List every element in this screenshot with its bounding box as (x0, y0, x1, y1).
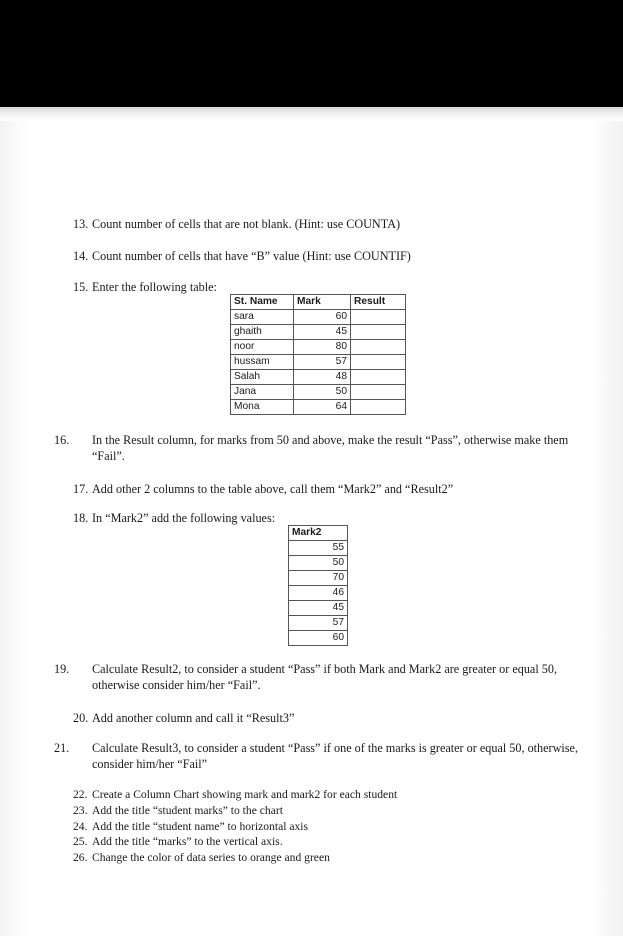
cell-mark2: 46 (289, 586, 348, 601)
cell-result (351, 355, 406, 370)
header-mark2: Mark2 (289, 526, 348, 541)
table-row (289, 571, 348, 586)
students-table (230, 294, 406, 415)
instruction-24: 24. Add the title “student name” to horizontal axis (73, 820, 309, 833)
instruction-13: 13. Count number of cells that are not blank. (Hint: use COUNTA) (73, 217, 401, 231)
header-mark: Mark (294, 295, 351, 310)
instruction-18: 18. In “Mark2” add the following values: (73, 511, 276, 525)
instruction-25: 25. Add the title “marks” to the vertical axis. (73, 835, 283, 848)
cell-mark2: 60 (289, 631, 348, 646)
cell-name: noor (231, 340, 294, 355)
header-result: Result (351, 295, 406, 310)
cell-result (351, 400, 406, 415)
cell-result (351, 370, 406, 385)
instruction-26: 26. Change the color of data series to orange and green (73, 851, 330, 864)
table-row (231, 325, 406, 340)
instruction-19: 19. Calculate Result2, to consider a student “Pass” if both Mark and Mark2 are greater or equal 50, otherwise consider him/her “Fail”. (54, 662, 558, 692)
cell-mark: 45 (294, 325, 351, 340)
table-row (231, 400, 406, 415)
cell-result (351, 385, 406, 400)
table-row (289, 541, 348, 556)
instruction-17: 17. Add other 2 columns to the table above, call them “Mark2” and “Result2” (73, 482, 454, 496)
cell-mark: 48 (294, 370, 351, 385)
table-header-row (231, 295, 406, 310)
cell-name: hussam (231, 355, 294, 370)
cell-mark: 80 (294, 340, 351, 355)
cell-mark2: 57 (289, 616, 348, 631)
instruction-20: 20. Add another column and call it “Result3” (73, 711, 295, 725)
cell-mark2: 55 (289, 541, 348, 556)
page-top-edge (0, 107, 623, 121)
table-row (289, 586, 348, 601)
table-row (231, 370, 406, 385)
instruction-21: 21. Calculate Result3, to consider a student “Pass” if one of the marks is greater or equal 50, otherwise, consider him/her “Fail” (54, 741, 579, 771)
top-black-bar (0, 0, 623, 107)
table-row (231, 310, 406, 325)
header-st-name: St. Name (231, 295, 294, 310)
table-row (231, 340, 406, 355)
table-row (231, 355, 406, 370)
cell-result (351, 310, 406, 325)
table-header-row (289, 526, 348, 541)
table-row (289, 631, 348, 646)
table-row (231, 385, 406, 400)
cell-mark2: 45 (289, 601, 348, 616)
mark2-table (288, 525, 348, 646)
instruction-22: 22. Create a Column Chart showing mark and mark2 for each student (73, 788, 398, 801)
cell-name: Jana (231, 385, 294, 400)
cell-name: sara (231, 310, 294, 325)
cell-name: Mona (231, 400, 294, 415)
cell-mark: 57 (294, 355, 351, 370)
table-row (289, 601, 348, 616)
cell-mark: 64 (294, 400, 351, 415)
table-row (289, 556, 348, 571)
instruction-16: 16. In the Result column, for marks from 50 and above, make the result “Pass”, otherwise make them “Fail”. (54, 433, 569, 463)
table-row (289, 616, 348, 631)
cell-mark2: 50 (289, 556, 348, 571)
instruction-15: 15. Enter the following table: (73, 280, 217, 294)
cell-name: ghaith (231, 325, 294, 340)
cell-mark2: 70 (289, 571, 348, 586)
instruction-23: 23. Add the title “student marks” to the chart (73, 804, 283, 817)
cell-result (351, 325, 406, 340)
cell-name: Salah (231, 370, 294, 385)
cell-mark: 60 (294, 310, 351, 325)
cell-result (351, 340, 406, 355)
instruction-14: 14. Count number of cells that have “B” value (Hint: use COUNTIF) (73, 249, 411, 263)
cell-mark: 50 (294, 385, 351, 400)
